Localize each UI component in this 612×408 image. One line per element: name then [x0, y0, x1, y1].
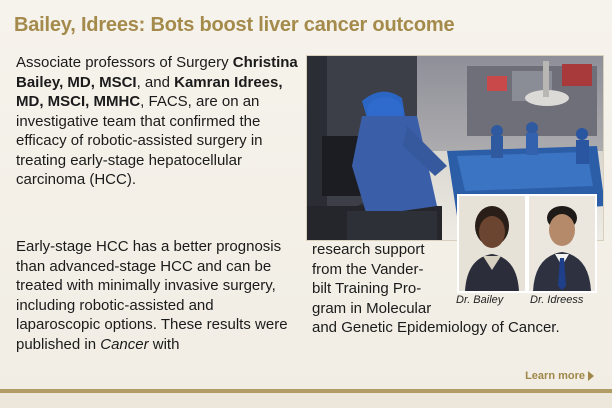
learn-more-link[interactable]: [525, 370, 594, 382]
support-line: from the Vander-: [312, 260, 424, 278]
portrait-bailey-icon: [459, 196, 525, 291]
headshot-bailey: [457, 194, 527, 293]
support-line: and Genetic Epidemiology of Cancer.: [312, 319, 560, 336]
support-line: research support: [312, 241, 425, 258]
support-line: bilt Training Pro-: [312, 280, 422, 297]
footer-band: [0, 393, 612, 408]
results-with: with: [148, 335, 180, 353]
caption-idrees: Dr. Idreess: [530, 294, 584, 306]
results-paragraph: [16, 237, 301, 354]
caption-bailey: Dr. Bailey: [456, 294, 504, 306]
article-title: Bailey, Idrees: Bots boost liver cancer outcome: [14, 14, 455, 36]
portrait-idrees-icon: [529, 196, 595, 291]
learn-more-label: Learn more: [525, 370, 585, 382]
arrow-right-icon: [588, 371, 594, 381]
name-idrees: Kamran Idrees, MD, MSCI, MMHC: [16, 73, 283, 110]
intro-text: Associate professors of Surgery: [16, 54, 233, 71]
intro-rest: , FACS, are on an investigative team that confirmed the efficacy of robotic-assisted surgery in treating early-stage hepatocellular carcinoma (HCC).: [16, 93, 263, 188]
intro-and: , and: [136, 73, 175, 91]
intro-paragraph: [16, 53, 304, 190]
journal-name: Cancer: [100, 335, 149, 353]
name-bailey: Christina Bailey, MD, MSCI: [16, 54, 298, 91]
support-line: gram in Molecular: [312, 299, 432, 317]
results-text: Early-stage HCC has a better prognosis than advanced-stage HCC and can be treated with minimally invasive surgery, including robotic-assisted and laparoscopic options. These results were published in: [16, 238, 288, 353]
headshot-idrees: [527, 194, 597, 293]
